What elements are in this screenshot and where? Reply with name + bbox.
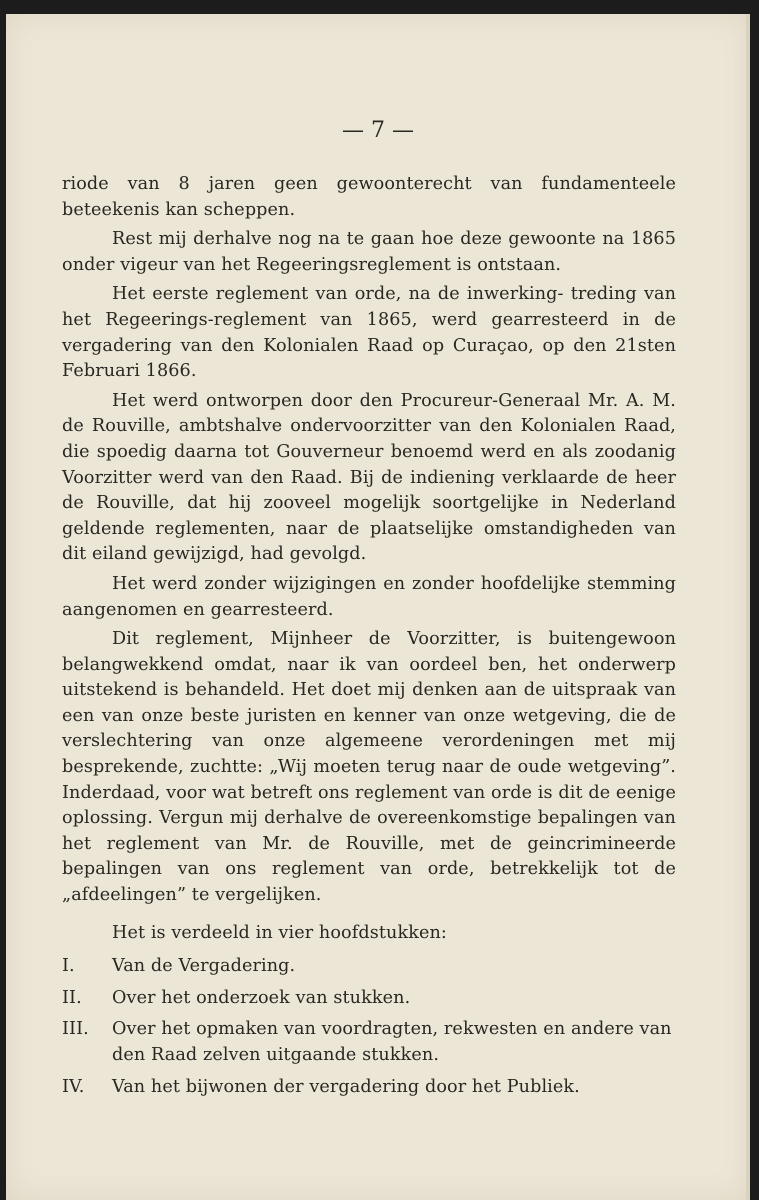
chapter-title: Van het bijwonen der vergadering door het Publiek.	[112, 1076, 580, 1097]
paragraph-5: Het werd zonder wijzigingen en zonder hoofdelijke stemming aangenomen en gearresteerd.	[62, 573, 676, 620]
body-text	[62, 172, 676, 1106]
chapter-title: Over het opmaken van voordragten, rekwesten en andere van den Raad zelven uitgaande stukken.	[112, 1019, 672, 1065]
list-item	[62, 1075, 676, 1101]
chapter-numeral: II.	[62, 987, 82, 1008]
book-page	[6, 14, 750, 1200]
paragraph-1: riode van 8 jaren geen gewoonterecht van fundamenteele beteekenis kan scheppen.	[62, 174, 676, 220]
chapter-numeral: IV.	[62, 1076, 85, 1097]
list-intro: Het is verdeeld in vier hoofdstukken:	[112, 922, 447, 943]
paragraph-3: Het eerste reglement van orde, na de inwerking- treding van het Regeerings-reglement van 1865, werd gearresteerd in de vergadering van den Kolonialen Raad op Curaçao, op den 21sten Februari 1866.	[62, 284, 676, 382]
paragraph-2: Rest mij derhalve nog na te gaan hoe deze gewoonte na 1865 onder vigeur van het Regeeringsreglement is ontstaan.	[62, 229, 676, 275]
paragraph-6: Dit reglement, Mijnheer de Voorzitter, is buitengewoon belangwekkend omdat, naar ik van oordeel ben, het onderwerp uitstekend is behandeld. Het doet mij denken aan de uitspraak van een van onze beste juristen en kenner van onze wetgeving, die de verslechtering van onze algemeene verordeningen met mij besprekende, zuchtte: „Wij moeten terug naar de oude wetgeving”. Inderdaad, voor wat betreft ons reglement van orde is dit de eenige oplossing. Vergun mij derhalve de overeenkomstige bepalingen van het reglement van Mr. de Rouville, met de geincrimineerde bepalingen van ons reglement van orde, betrekkelijk tot de „afdeelingen” te vergelijken.	[62, 629, 676, 906]
chapter-title: Van de Vergadering.	[112, 956, 296, 977]
chapter-list	[62, 954, 676, 1100]
chapter-numeral: I.	[62, 956, 75, 977]
list-item	[62, 1017, 676, 1068]
list-item	[62, 986, 676, 1012]
list-item	[62, 954, 676, 980]
page-number: — 7 —	[342, 118, 414, 143]
page-edge	[746, 14, 750, 1200]
chapter-title: Over het onderzoek van stukken.	[112, 987, 411, 1008]
paragraph-4: Het werd ontworpen door den Procureur-Generaal Mr. A. M. de Rouville, ambtshalve ondervoorzitter van den Kolonialen Raad, die spoedig daarna tot Gouverneur benoemd werd en als zoodanig Voorzitter werd van den Raad. Bij de indiening verklaarde de heer de Rouville, dat hij zooveel mogelijk soortgelijke in Nederland geldende reglementen, naar de plaatselijke omstandigheden van dit eiland gewijzigd, had gevolgd.	[62, 390, 676, 565]
chapter-numeral: III.	[62, 1019, 89, 1040]
